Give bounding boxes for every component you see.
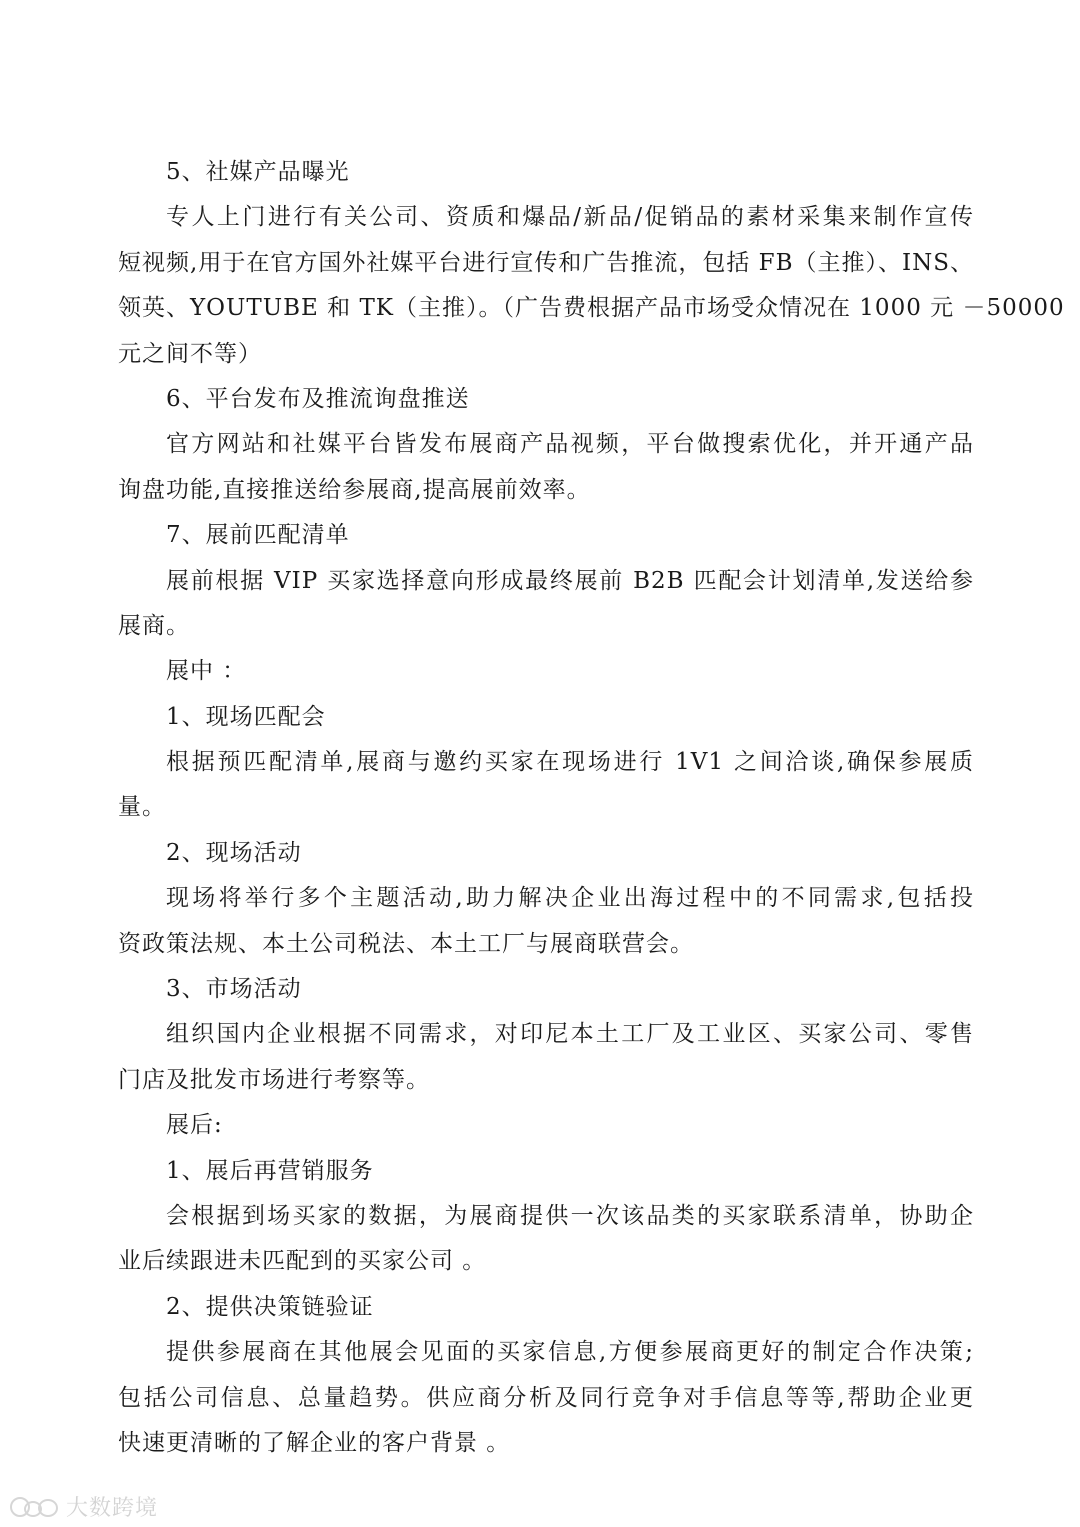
paragraph-line: 根据预匹配清单,展商与邀约买家在现场进行 1V1 之间洽谈,确保参展质 <box>166 749 974 776</box>
loop-logo-icon <box>8 1493 62 1519</box>
section-heading-2: 2、现场活动 <box>166 839 302 866</box>
paragraph-line: 门店及批发市场进行考察等。 <box>118 1066 430 1093</box>
paragraph-line: 会根据到场买家的数据，为展商提供一次该品类的买家联系清单，协助企 <box>166 1202 974 1229</box>
paragraph-line: 短视频,用于在官方国外社媒平台进行宣传和广告推流，包括 FB（主推）、INS、 <box>118 249 974 276</box>
watermark <box>8 1488 158 1524</box>
section-heading-1-after: 1、展后再营销服务 <box>166 1157 374 1184</box>
paragraph-line: 提供参展商在其他展会见面的买家信息,方便参展商更好的制定合作决策; <box>166 1339 974 1366</box>
section-heading-3: 3、市场活动 <box>166 976 302 1003</box>
paragraph-line: 快速更清晰的了解企业的客户背景 。 <box>118 1429 511 1456</box>
paragraph-line: 组织国内企业根据不同需求，对印尼本土工厂及工业区、买家公司、零售 <box>166 1021 974 1048</box>
section-heading-6: 6、平台发布及推流询盘推送 <box>166 385 470 412</box>
paragraph-line: 元之间不等） <box>118 340 262 367</box>
paragraph-line: 资政策法规、本土公司税法、本土工厂与展商联营会。 <box>118 930 694 957</box>
paragraph-line: 询盘功能,直接推送给参展商,提高展前效率。 <box>118 476 591 503</box>
paragraph-line: 领英、YOUTUBE 和 TK（主推）。（广告费根据产品市场受众情况在 1000 元 －50000 <box>118 295 1065 322</box>
section-heading-7: 7、展前匹配清单 <box>166 522 350 549</box>
document-body <box>118 150 1065 1466</box>
phase-heading-after: 展后: <box>166 1112 223 1139</box>
watermark-text: 大数跨境 <box>66 1495 159 1521</box>
paragraph-line: 量。 <box>118 794 166 821</box>
paragraph-line: 专人上门进行有关公司、资质和爆品/新品/促销品的素材采集来制作宣传 <box>166 204 974 231</box>
paragraph-line: 现场将举行多个主题活动,助力解决企业出海过程中的不同需求,包括投 <box>166 885 974 912</box>
section-heading-5: 5、社媒产品曝光 <box>166 159 350 185</box>
section-heading-1: 1、现场匹配会 <box>166 703 326 730</box>
phase-heading-during: 展中 ： <box>166 658 247 685</box>
paragraph-line: 官方网站和社媒平台皆发布展商产品视频，平台做搜索优化，并开通产品 <box>166 431 974 458</box>
section-heading-2-after: 2、提供决策链验证 <box>166 1293 374 1320</box>
paragraph-line: 包括公司信息、总量趋势。供应商分析及同行竞争对手信息等等,帮助企业更 <box>118 1384 974 1411</box>
paragraph-line: 展商。 <box>118 612 190 639</box>
paragraph-line: 业后续跟进未匹配到的买家公司 。 <box>118 1248 487 1275</box>
paragraph-line: 展前根据 VIP 买家选择意向形成最终展前 B2B 匹配会计划清单,发送给参 <box>166 567 974 594</box>
